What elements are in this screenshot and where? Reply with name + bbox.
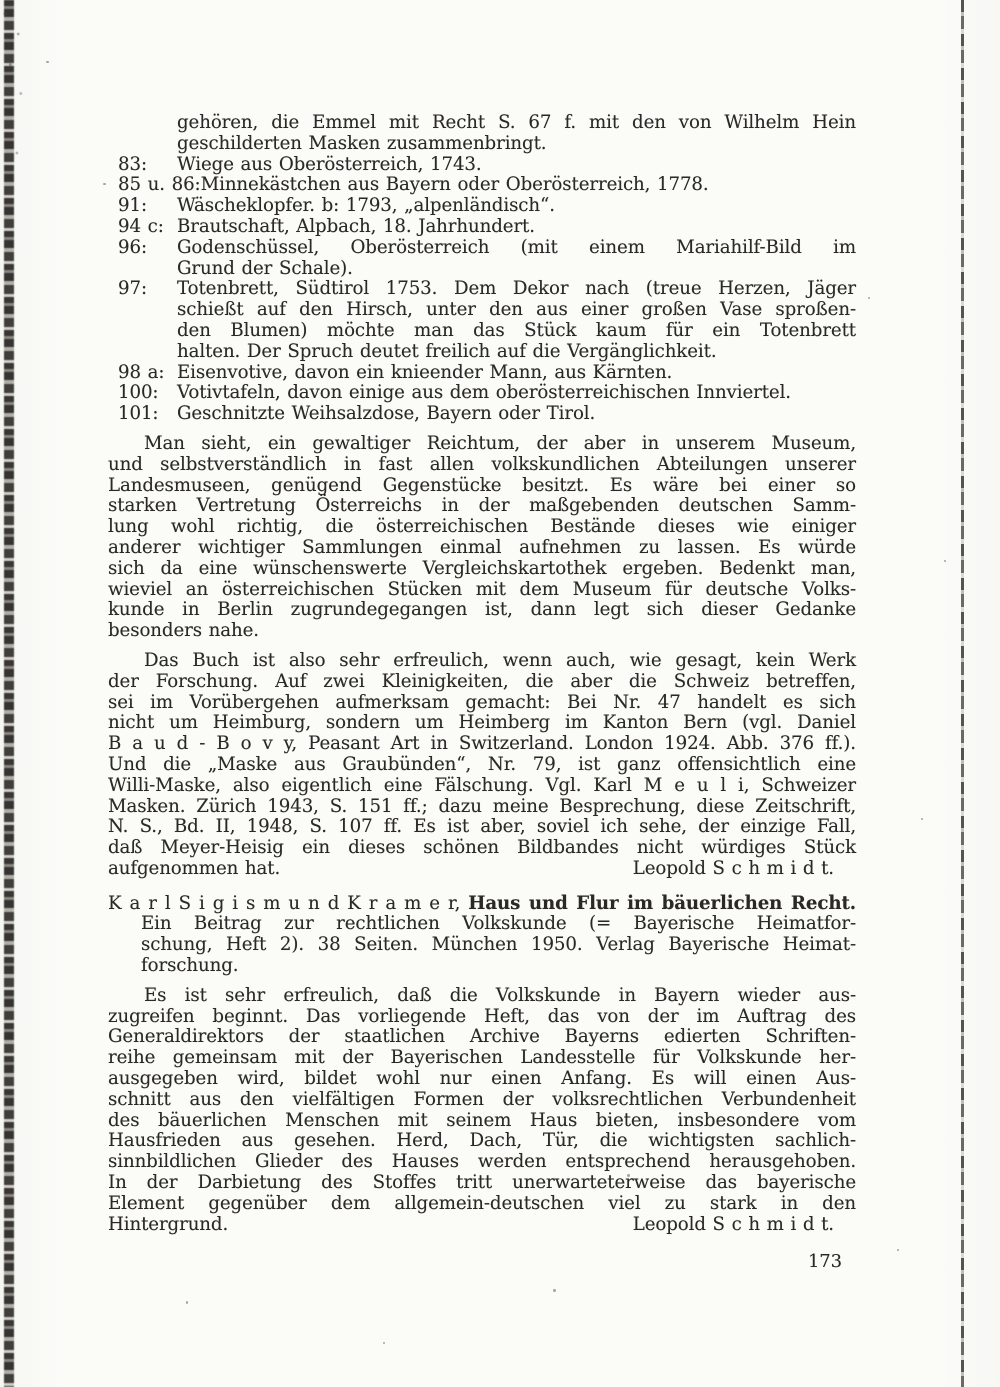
text-line: In der Darbietung des Stoffes tritt unerwarteterweise das bayerische bbox=[108, 1172, 856, 1194]
scan-speck bbox=[897, 1249, 899, 1251]
text-line: B a u d - B o v y, Peasant Art in Switzerland. London 1924. Abb. 376 ff.). bbox=[108, 733, 856, 755]
text-line: Ein Beitrag zur rechtlichen Volkskunde (= Bayerische Heimatfor- bbox=[141, 913, 856, 935]
scan-speck bbox=[383, 1342, 385, 1344]
text-line: 98 a: Eisenvotive, davon ein knieender Mann, aus Kärnten. bbox=[118, 361, 673, 383]
text-line: reihe gemeinsam mit der Bayerischen Landesstelle für Volkskunde her- bbox=[108, 1047, 856, 1069]
text-line: Generaldirektors der staatlichen Archive Bayerns edierten Schriften- bbox=[108, 1026, 856, 1048]
text-line: zugreifen beginnt. Das vorliegende Heft, das von der im Auftrag des bbox=[108, 1005, 856, 1027]
text-line: Hausfrieden aus gesehen. Herd, Dach, Tür, die wichtigsten sachlich- bbox=[108, 1130, 856, 1152]
scan-page-edge-artifact bbox=[961, 0, 964, 1387]
text-line: 96: Godenschüssel, Oberösterreich (mit einem Mariahilf-Bild im bbox=[118, 236, 856, 258]
text-line: Es ist sehr erfreulich, daß die Volkskunde in Bayern wieder aus- bbox=[144, 984, 856, 1006]
reviewer-signature: Leopold S c h m i d t. bbox=[632, 1213, 834, 1235]
text-line: des bäuerlichen Menschen mit seinem Haus bieten, insbesondere vom bbox=[108, 1109, 856, 1131]
text-line: Grund der Schale). bbox=[177, 257, 353, 279]
catalog-item bbox=[108, 363, 856, 384]
paragraph-museum bbox=[108, 434, 856, 642]
text-column bbox=[108, 113, 856, 1273]
catalog-item bbox=[108, 383, 856, 404]
catalog-item-number: 100: bbox=[118, 382, 159, 404]
reviewer-signature: Leopold S c h m i d t. bbox=[632, 857, 834, 879]
page-number: 173 bbox=[807, 1251, 842, 1273]
scan-noise-artifact bbox=[0, 0, 26, 170]
text-line: kunde in Berlin zugrundegegangen ist, dann legt sich dieser Gedanke bbox=[108, 599, 856, 621]
review-continuation bbox=[108, 113, 856, 155]
text-line: 97: Totenbrett, Südtirol 1753. Dem Dekor nach (treue Herzen, Jäger bbox=[118, 278, 856, 300]
text-line bbox=[108, 1215, 856, 1236]
catalog-item-number: 94 c: bbox=[118, 215, 164, 237]
text-line: Das Buch ist also sehr erfreulich, wenn auch, wie gesagt, kein Werk bbox=[144, 649, 856, 671]
paragraph-das-buch bbox=[108, 651, 856, 880]
book-title: Haus und Flur im bäuerlichen Recht. bbox=[468, 892, 856, 914]
text-line: daß Meyer-Heisig ein dieses schönen Bildbandes nicht würdiges Stück bbox=[108, 837, 856, 859]
text-line: starken Vertretung Österreichs in der maßgebenden deutschen Samm- bbox=[108, 495, 856, 517]
scan-speck bbox=[944, 560, 946, 562]
author-name: K a r l S i g i s m u n d K r a m e r, bbox=[108, 892, 469, 914]
catalog-item bbox=[108, 279, 856, 362]
catalog-item bbox=[108, 196, 856, 217]
text-line: 91: Wäscheklopfer. b: 1793, „alpenländisch“. bbox=[118, 195, 555, 217]
scan-speck bbox=[103, 183, 106, 185]
text-line: Willi-Maske, also eigentlich eine Fälschung. Vgl. Karl M e u l i, Schweizer bbox=[108, 774, 856, 796]
catalog-item bbox=[108, 238, 856, 280]
text-line: Masken. Zürich 1943, S. 151 ff.; dazu meine Besprechung, diese Zeitschrift, bbox=[108, 795, 856, 817]
text-line: Und die „Maske aus Graubünden“, Nr. 79, ist ganz offensichtlich eine bbox=[108, 753, 856, 775]
text-line: sei im Vorübergehen aufmerksam gemacht: Bei Nr. 47 handelt es sich bbox=[108, 691, 856, 713]
text-line: aufgenommen hat. bbox=[108, 857, 281, 879]
paragraph-bayern bbox=[108, 986, 856, 1236]
catalog-item-number: 85 u. 86: bbox=[118, 174, 201, 196]
text-line: gehören, die Emmel mit Recht S. 67 f. mit den von Wilhelm Hein bbox=[177, 112, 856, 133]
text-line: besonders nahe. bbox=[108, 620, 259, 642]
text-line: ausgegeben wird, bildet wohl nur einen Anfang. Es will einen Aus- bbox=[108, 1068, 856, 1090]
text-line bbox=[108, 859, 856, 880]
scan-speck bbox=[46, 61, 49, 63]
text-line: den Blumen) möchte man das Stück kaum für ein Totenbrett bbox=[177, 319, 856, 341]
scan-speck bbox=[553, 1289, 556, 1292]
text-line: halten. Der Spruch deutet freilich auf die Vergänglichkeit. bbox=[177, 340, 717, 362]
text-line: Element gegenüber dem allgemein-deutschen viel zu stark in den bbox=[108, 1192, 856, 1214]
catalog-item bbox=[108, 155, 856, 176]
text-line: Landesmuseen, genügend Gegenstücke besitzt. Es wäre bei einer so bbox=[108, 474, 856, 496]
text-line: geschilderten Masken zusammenbringt. bbox=[177, 132, 547, 154]
text-line: anderer wichtiger Sammlungen einmal aufnehmen zu lassen. Es würde bbox=[108, 536, 856, 558]
text-line: 94 c: Brautschaft, Alpbach, 18. Jahrhundert. bbox=[118, 215, 535, 237]
catalog-item-number: 101: bbox=[118, 403, 159, 425]
book-heading-kramer bbox=[108, 894, 856, 977]
scan-speck bbox=[921, 818, 923, 820]
catalog-item-number: 91: bbox=[118, 195, 147, 217]
catalog-item-number: 97: bbox=[118, 278, 147, 300]
catalog-item-number: 98 a: bbox=[118, 361, 165, 383]
text-line: Hintergrund. bbox=[108, 1213, 229, 1235]
scan-speck bbox=[186, 1301, 188, 1304]
text-line: wieviel an österreichischen Stücken mit dem Museum für deutsche Volks- bbox=[108, 578, 856, 600]
text-line: 83: Wiege aus Oberösterreich, 1743. bbox=[118, 153, 482, 175]
text-line: 101: Geschnitzte Weihsalzdose, Bayern oder Tirol. bbox=[118, 403, 596, 425]
catalog-item-number: 96: bbox=[118, 236, 147, 258]
text-line: nicht um Heimburg, sondern um Heimberg im Kanton Bern (vgl. Daniel bbox=[108, 712, 856, 734]
catalog-item bbox=[108, 404, 856, 425]
text-line: 85 u. 86:Minnekästchen aus Bayern oder Oberösterreich, 1778. bbox=[118, 174, 709, 196]
text-line: schung, Heft 2). 38 Seiten. München 1950. Verlag Bayerische Heimat- bbox=[141, 934, 856, 956]
text-line: sich da eine wünschenswerte Vergleichskartothek ergeben. Bedenkt man, bbox=[108, 557, 856, 579]
text-line: N. S., Bd. II, 1948, S. 107 ff. Es ist aber, soviel ich sehe, der einzige Fall, bbox=[108, 816, 856, 838]
text-line: Man sieht, ein gewaltiger Reichtum, der aber in unserem Museum, bbox=[144, 432, 856, 454]
text-line: sinnbildlichen Glieder des Hauses werden entsprechend herausgehoben. bbox=[108, 1151, 856, 1173]
text-line: schießt auf den Hirsch, unter den aus einer großen Vase sproßen- bbox=[177, 299, 856, 321]
text-line bbox=[108, 894, 856, 915]
text-line: und selbstverständlich in fast allen volkskundlichen Abteilungen unserer bbox=[108, 453, 856, 475]
catalog-item-number: 83: bbox=[118, 153, 147, 175]
text-line: der Forschung. Auf zwei Kleinigkeiten, die aber die Schweiz betreffen, bbox=[108, 670, 856, 692]
text-line: 100: Votivtafeln, davon einige aus dem oberösterreichischen Innviertel. bbox=[118, 382, 791, 404]
scan-gutter-artifact bbox=[4, 0, 14, 1387]
text-line: forschung. bbox=[141, 955, 239, 977]
text-line: schnitt aus den vielfältigen Formen der volksrechtlichen Verbundenheit bbox=[108, 1088, 856, 1110]
catalog-item bbox=[108, 175, 856, 196]
text-line: lung wohl richtig, die österreichischen Bestände dieses wie einiger bbox=[108, 516, 856, 538]
catalog-item bbox=[108, 217, 856, 238]
scan-speck bbox=[868, 297, 870, 299]
